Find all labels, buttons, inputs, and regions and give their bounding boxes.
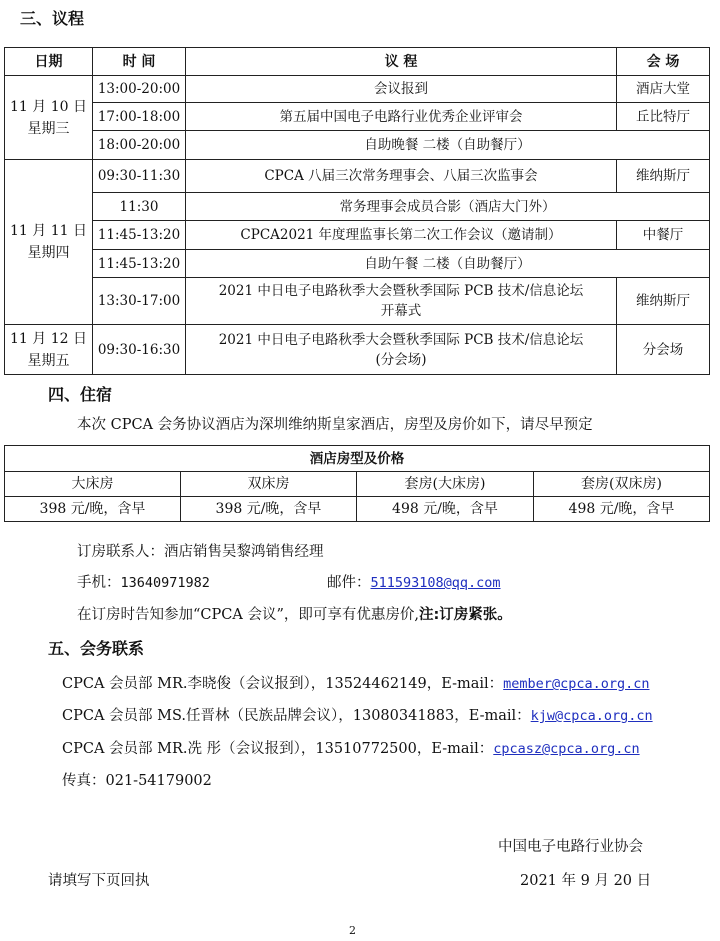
program-cell: CPCA2021 年度理监事长第二次工作会议（邀请制） [186, 221, 617, 250]
program-cell: 自助晚餐 二楼（自助餐厅） [186, 131, 710, 160]
time-cell: 11:45-13:20 [93, 221, 186, 250]
venue-cell: 中餐厅 [617, 221, 710, 250]
contact-line [62, 737, 640, 758]
room-type-cell: 大床房 [5, 472, 181, 497]
day-weekday: 星期四 [27, 245, 70, 261]
email-link[interactable]: 511593108@qq.com [370, 575, 501, 591]
time-cell: 11:45-13:20 [93, 250, 186, 278]
booking-note-warning: 注:订房紧张。 [418, 607, 512, 623]
time-cell: 18:00-20:00 [93, 131, 186, 160]
venue-cell: 分会场 [617, 325, 710, 375]
contact-text: CPCA 会员部 MR.李晓俊（会议报到），13524462149，E-mail： [62, 676, 504, 692]
phone-line [77, 571, 210, 592]
program-cell: 第五届中国电子电路行业优秀企业评审会 [186, 103, 617, 131]
price-cell: 498 元/晚，含早 [534, 497, 710, 522]
email-line [327, 571, 501, 592]
table-row [5, 497, 710, 522]
hotel-price-table [4, 445, 710, 522]
contact-section-title: 五、会务联系 [48, 639, 145, 658]
header-venue: 会 场 [617, 48, 710, 76]
booking-contact: 订房联系人：酒店销售吴黎鸿销售经理 [77, 544, 324, 560]
booking-note-text: 在订房时告知参加“CPCA 会议”，即可享有优惠房价, [77, 607, 419, 623]
venue-cell: 丘比特厅 [617, 103, 710, 131]
agenda-section-title: 三、议程 [20, 9, 85, 28]
table-row [5, 103, 710, 131]
contact-email-link[interactable]: member@cpca.org.cn [503, 676, 650, 692]
venue-cell: 酒店大堂 [617, 76, 710, 103]
contact-text: CPCA 会员部 MS.任晋林（民族品牌会议），13080341883，E-mail： [62, 708, 531, 724]
program-cell: 自助午餐 二楼（自助餐厅） [186, 250, 710, 278]
time-cell: 09:30-16:30 [93, 325, 186, 375]
time-cell: 11:30 [93, 193, 186, 221]
agenda-header-row [5, 48, 710, 76]
page-number: 2 [349, 924, 356, 937]
time-cell: 13:30-17:00 [93, 278, 186, 325]
hotel-table-title: 酒店房型及价格 [5, 446, 710, 472]
program-line: 2021 中日电子电路秋季大会暨秋季国际 PCB 技术/信息论坛 [218, 283, 584, 299]
header-date: 日期 [5, 48, 93, 76]
venue-cell: 维纳斯厅 [617, 278, 710, 325]
phone-number: 13640971982 [120, 575, 210, 591]
contact-email-link[interactable]: cpcasz@cpca.org.cn [493, 741, 640, 757]
day-weekday: 星期三 [27, 120, 70, 137]
day-date: 11 月 12 日 [10, 330, 87, 347]
day-date: 11 月 10 日 [10, 98, 87, 115]
fax-line: 传真：021-54179002 [62, 773, 212, 789]
price-cell: 498 元/晚，含早 [357, 497, 534, 522]
phone-label: 手机： [77, 575, 121, 591]
table-row [5, 472, 710, 497]
contact-line [62, 672, 649, 693]
day-cell [5, 160, 93, 325]
lodging-section-title: 四、住宿 [48, 385, 113, 404]
day-date: 11 月 11 日 [10, 223, 87, 239]
table-row [5, 325, 710, 375]
contact-email-link[interactable]: kjw@cpca.org.cn [530, 708, 653, 724]
contact-text: CPCA 会员部 MR.冼 彤（会议报到），13510772500，E-mail： [62, 741, 494, 757]
program-cell: 常务理事会成员合影（酒店大门外） [186, 193, 710, 221]
organization-signature: 中国电子电路行业协会 [498, 839, 643, 855]
table-row [5, 278, 710, 325]
table-row [5, 160, 710, 193]
day-cell [5, 76, 93, 160]
header-program: 议 程 [186, 48, 617, 76]
email-label: 邮件： [327, 575, 371, 591]
room-type-cell: 套房(大床房) [357, 472, 534, 497]
program-line: 开幕式 [380, 303, 422, 319]
table-row [5, 221, 710, 250]
program-line: 2021 中日电子电路秋季大会暨秋季国际 PCB 技术/信息论坛 [218, 331, 584, 348]
price-cell: 398 元/晚，含早 [181, 497, 357, 522]
table-row [5, 76, 710, 103]
program-line: (分会场) [375, 351, 427, 368]
room-type-cell: 双床房 [181, 472, 357, 497]
day-cell [5, 325, 93, 375]
contact-line [62, 704, 653, 725]
time-cell: 17:00-18:00 [93, 103, 186, 131]
booking-note [77, 603, 512, 624]
program-cell [186, 278, 617, 325]
price-cell: 398 元/晚，含早 [5, 497, 181, 522]
time-cell: 13:00-20:00 [93, 76, 186, 103]
header-time: 时 间 [93, 48, 186, 76]
day-weekday: 星期五 [27, 352, 70, 369]
program-cell: CPCA 八届三次常务理事会、八届三次监事会 [186, 160, 617, 193]
room-type-cell: 套房(双床房) [534, 472, 710, 497]
table-row [5, 250, 710, 278]
time-cell: 09:30-11:30 [93, 160, 186, 193]
reply-reminder: 请填写下页回执 [48, 873, 150, 889]
signature-date: 2021 年 9 月 20 日 [520, 873, 652, 889]
venue-cell: 维纳斯厅 [617, 160, 710, 193]
program-cell: 会议报到 [186, 76, 617, 103]
table-row [5, 193, 710, 221]
lodging-intro: 本次 CPCA 会务协议酒店为深圳维纳斯皇家酒店，房型及房价如下，请尽早预定 [77, 417, 593, 433]
program-cell [186, 325, 617, 375]
table-row [5, 131, 710, 160]
agenda-table [4, 47, 710, 375]
